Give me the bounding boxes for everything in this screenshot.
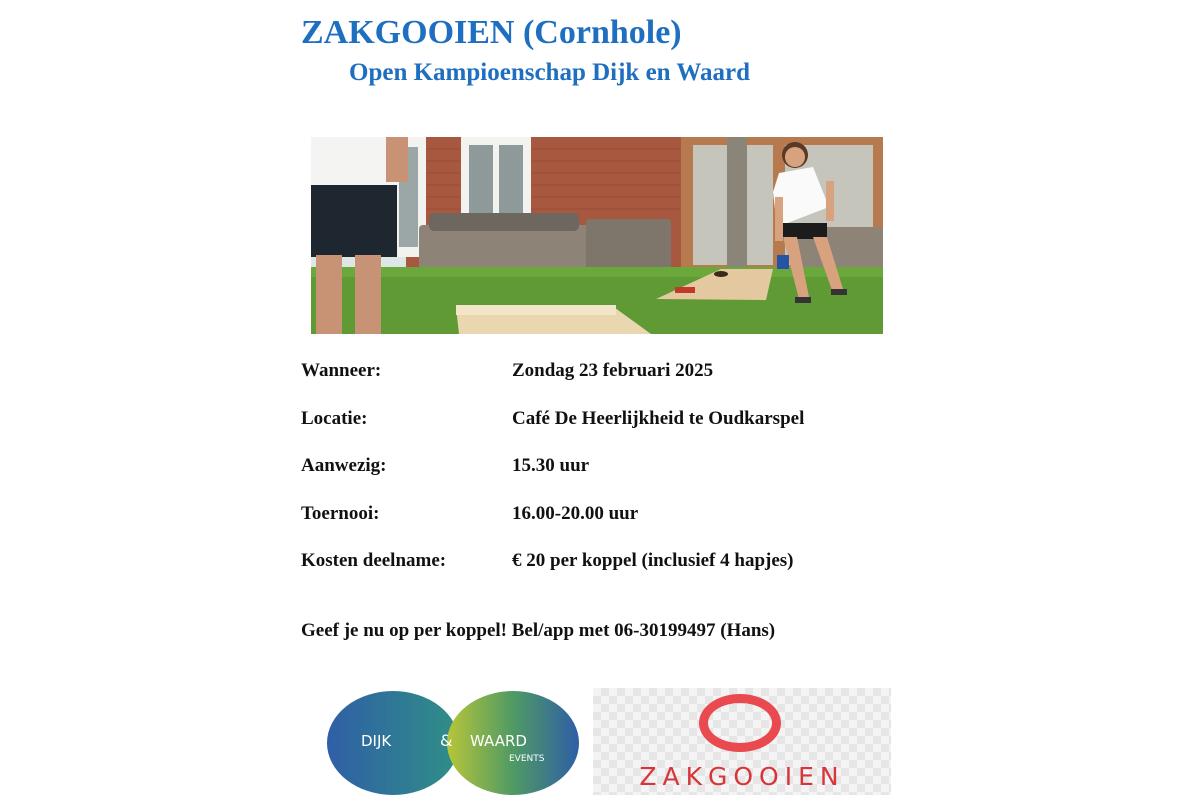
photo-illustration xyxy=(311,137,883,334)
logo-word-dijk: DIJK xyxy=(361,732,392,750)
page-title: ZAKGOOIEN (Cornhole) xyxy=(301,14,682,51)
zakgooien-logo xyxy=(593,688,891,795)
detail-label: Wanneer: xyxy=(301,360,382,381)
detail-value: 15.30 uur xyxy=(512,455,590,476)
detail-label: Locatie: xyxy=(301,408,368,429)
logo-ring-icon xyxy=(699,694,781,752)
dijk-waard-events-logo xyxy=(327,690,579,796)
logo-tag-events: EVENTS xyxy=(509,754,545,764)
detail-value: Café De Heerlijkheid te Oudkarspel xyxy=(512,408,805,429)
detail-value: € 20 per koppel (inclusief 4 hapjes) xyxy=(512,550,794,571)
page-subtitle: Open Kampioenschap Dijk en Waard xyxy=(349,59,751,86)
logo-wordmark: ZAKGOOIEN xyxy=(639,762,845,791)
call-to-action: Geef je nu op per koppel! Bel/app met 06-30199497 (Hans) xyxy=(301,620,776,641)
detail-label: Toernooi: xyxy=(301,503,380,524)
detail-label: Aanwezig: xyxy=(301,455,387,476)
detail-value: Zondag 23 februari 2025 xyxy=(512,360,714,381)
logo-ampersand: & xyxy=(440,731,453,750)
detail-label: Kosten deelname: xyxy=(301,550,447,571)
detail-value: 16.00-20.00 uur xyxy=(512,503,639,524)
logo-word-waard: WAARD xyxy=(470,732,527,750)
cornhole-players-photo xyxy=(311,137,883,334)
